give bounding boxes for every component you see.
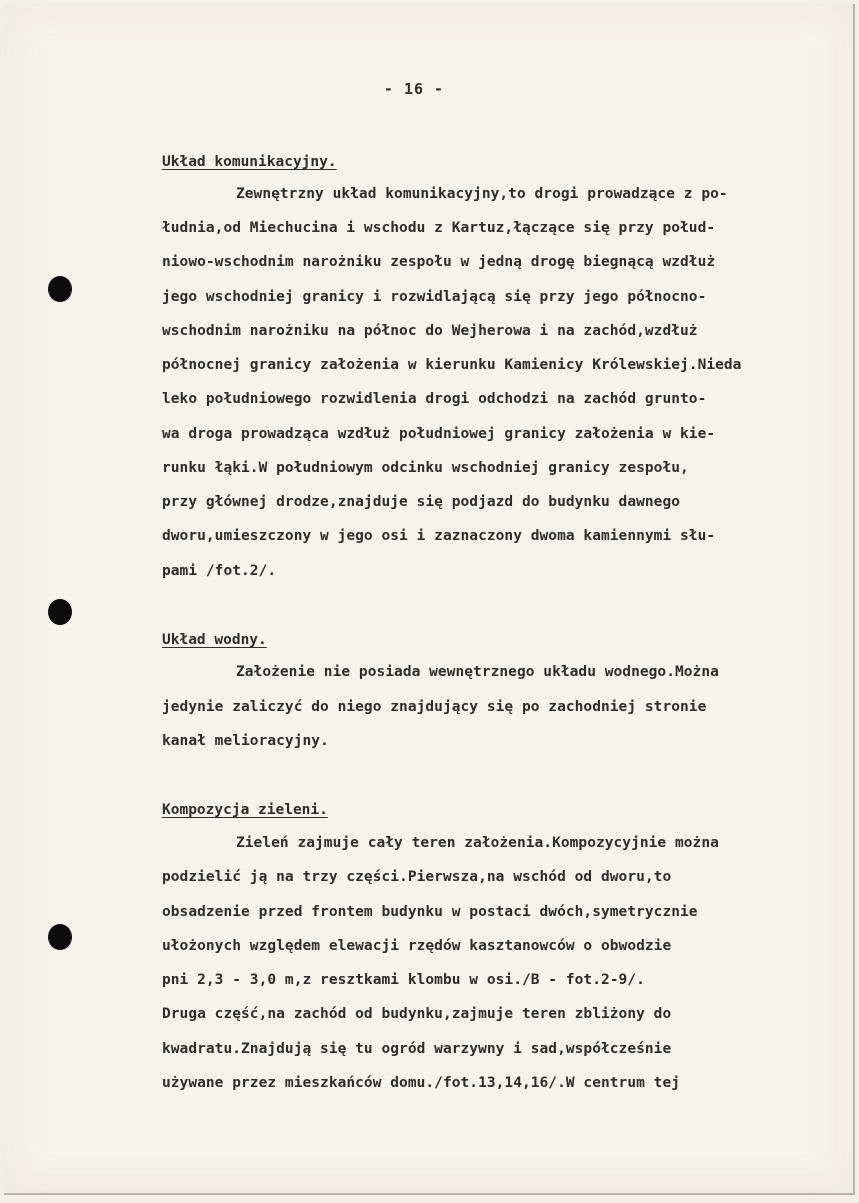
text-line: kwadratu.Znajdują się tu ogród warzywny i sad,współcześnie — [162, 1041, 672, 1057]
section-heading: Układ komunikacyjny. — [162, 154, 337, 170]
text-line: Druga część,na zachód od budynku,zajmuje teren zbliżony do — [162, 1006, 672, 1022]
text-line: obsadzenie przed frontem budynku w postaci dwóch,symetrycznie — [162, 904, 698, 920]
text-line: pami /fot.2/. — [162, 563, 277, 579]
text-line: ułożonych względem elewacji rzędów kasztanowców o obwodzie — [162, 938, 672, 954]
text-line: leko południowego rozwidlenia drogi odchodzi na zachód grunto- — [162, 391, 707, 407]
text-line: runku łąki.W południowym odcinku wschodniej granicy zespołu, — [162, 460, 689, 476]
text-line: niowo-wschodnim narożniku zespołu w jedną drogę biegnącą wzdłuż — [162, 254, 716, 270]
text-line: pni 2,3 - 3,0 m,z resztkami klombu w osi./B - fot.2-9/. — [162, 972, 645, 988]
text-line: kanał melioracyjny. — [162, 733, 329, 749]
text-line: łudnia,od Miechucina i wschodu z Kartuz,łączące się przy połud- — [162, 220, 716, 236]
punch-hole — [48, 924, 72, 950]
text-line: dworu,umieszczony w jego osi i zaznaczony dwoma kamiennymi słu- — [162, 528, 716, 544]
text-line: jego wschodniej granicy i rozwidlającą się przy jego północno- — [162, 289, 707, 305]
text-line: Założenie nie posiada wewnętrznego układu wodnego.Można — [236, 664, 719, 680]
text-line: podzielić ją na trzy części.Pierwsza,na wschód od dworu,to — [162, 869, 672, 885]
text-line: używane przez mieszkańców domu./fot.13,14,16/.W centrum tej — [162, 1075, 681, 1091]
text-line: wschodnim narożniku na północ do Wejherowa i na zachód,wzdłuż — [162, 323, 698, 339]
text-line: wa droga prowadząca wzdłuż południowej granicy założenia w kie- — [162, 426, 716, 442]
text-line: jedynie zaliczyć do niego znajdujący się po zachodniej stronie — [162, 699, 707, 715]
section-heading: Układ wodny. — [162, 632, 267, 648]
punch-hole — [48, 276, 72, 302]
text-line: Zieleń zajmuje cały teren założenia.Kompozycyjnie można — [236, 835, 719, 851]
document-page — [4, 4, 855, 1195]
punch-hole — [48, 599, 72, 625]
text-line: przy głównej drodze,znajduje się podjazd do budynku dawnego — [162, 494, 681, 510]
page-number: - 16 - — [383, 80, 445, 98]
text-line: północnej granicy założenia w kierunku Kamienicy Królewskiej.Nieda — [162, 357, 742, 373]
section-heading: Kompozycja zieleni. — [162, 802, 328, 818]
text-line: Zewnętrzny układ komunikacyjny,to drogi prowadzące z po- — [236, 186, 728, 202]
